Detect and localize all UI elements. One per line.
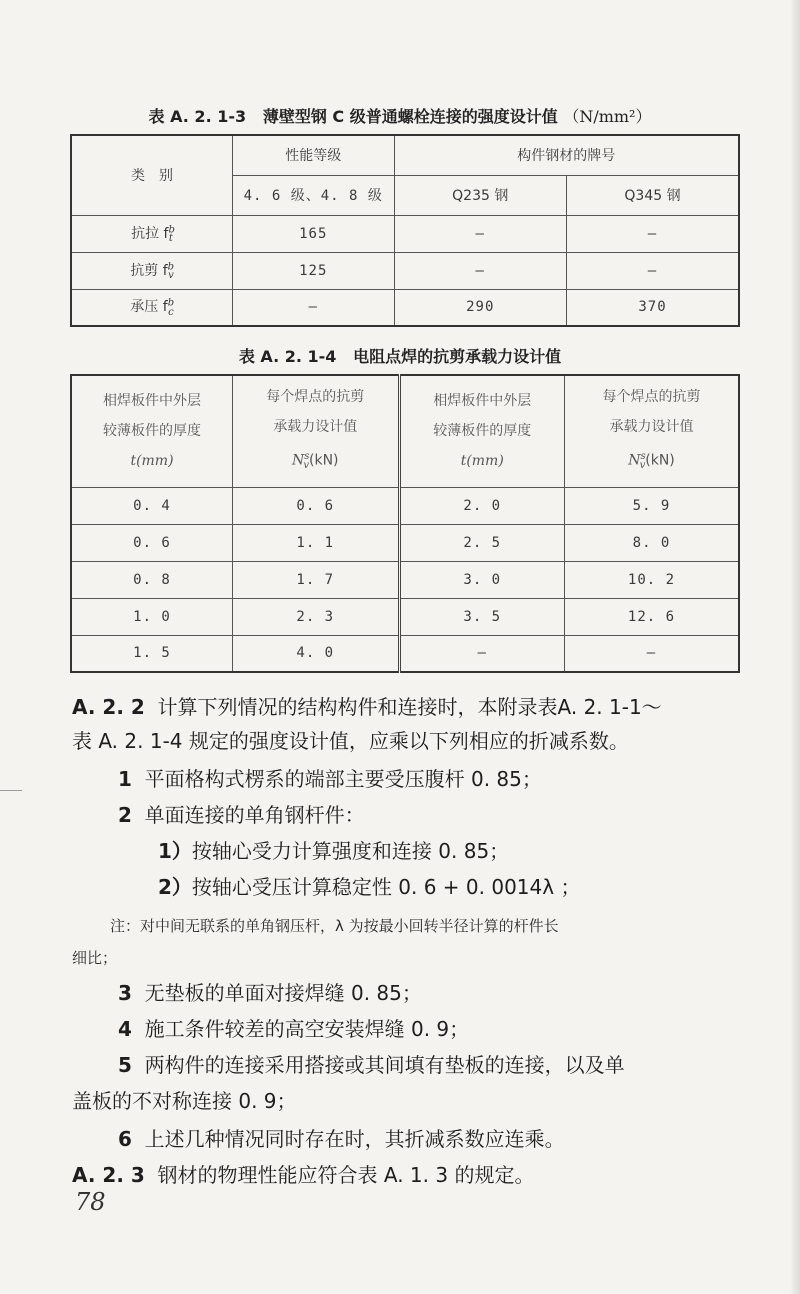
table1-cell: 370 <box>566 289 739 326</box>
table2-cell: 1. 0 <box>71 598 233 635</box>
table2-cell: — <box>565 635 740 672</box>
clause-item-2: 2 单面连接的单角钢杆件： <box>118 803 365 827</box>
table1-header-category: 类 别 <box>71 135 233 215</box>
table1-header-steel-brand: 构件钢材的牌号 <box>394 135 739 175</box>
table1-cell: 290 <box>394 289 566 326</box>
table1-cell: 165 <box>233 215 395 252</box>
table2-cell: 2. 5 <box>399 524 565 561</box>
table2-header-thickness-2: 相焊板件中外层 较薄板件的厚度 t(mm) <box>399 375 565 487</box>
table2-header-capacity: 每个焊点的抗剪 承载力设计值 $N^s_v(kN)$ <box>233 375 400 487</box>
scan-edge-shade <box>790 0 800 1294</box>
table1-row-label: 抗拉 $f^b_t$ <box>71 215 233 252</box>
table1-row <box>71 289 739 326</box>
table2-row <box>71 561 739 598</box>
table2-row <box>71 524 739 561</box>
clause-a222-line1: A. 2. 2 计算下列情况的结构构件和连接时，本附录表A. 2. 1-1～ <box>72 695 662 719</box>
clause-a223: A. 2. 3 钢材的物理性能应符合表 A. 1. 3 的规定。 <box>72 1163 535 1187</box>
table1-row <box>71 252 739 289</box>
table1 <box>70 134 740 327</box>
table2-cell: 1. 7 <box>233 561 400 598</box>
table2-caption-number: 表 A. 2. 1-4 <box>238 347 337 366</box>
table2-cell: 12. 6 <box>565 598 740 635</box>
table1-row-label: 承压 $f^b_c$ <box>71 289 233 326</box>
table2-cell: 3. 5 <box>399 598 565 635</box>
table2-caption-text: 电阻点焊的抗剪承载力设计值 <box>353 347 562 366</box>
table2-cell: 0. 6 <box>71 524 233 561</box>
table1-caption-unit: （N/mm²） <box>563 107 652 126</box>
clause-item-6: 6 上述几种情况同时存在时，其折减系数应连乘。 <box>118 1127 565 1151</box>
clause-item-4: 4 施工条件较差的高空安装焊缝 0. 9； <box>118 1017 470 1041</box>
table2-row <box>71 487 739 524</box>
clause-sub-2: 2）按轴心受压计算稳定性 0. 6 + 0. 0014λ ； <box>158 875 581 899</box>
table2-cell: 2. 3 <box>233 598 400 635</box>
table2-cell: 1. 5 <box>71 635 233 672</box>
page-number: 78 <box>75 1188 106 1216</box>
table2-header-capacity-2: 每个焊点的抗剪 承载力设计值 $N^s_v(kN)$ <box>565 375 740 487</box>
table2-cell: 1. 1 <box>233 524 400 561</box>
table1-row <box>71 215 739 252</box>
table2-cell: 5. 9 <box>565 487 740 524</box>
clause-a222 <box>72 690 752 758</box>
clause-item-5-cont: 盖板的不对称连接 0. 9； <box>72 1089 297 1113</box>
clause-item-1: 1 平面格构式楞系的端部主要受压腹杆 0. 85； <box>118 767 542 791</box>
table1-cell: — <box>394 215 566 252</box>
table2-cell: 2. 0 <box>399 487 565 524</box>
table1-cell: — <box>233 289 395 326</box>
table1-header-q345: Q345 钢 <box>566 175 739 215</box>
clause-note-line1: 注：对中间无联系的单角钢压杆，λ 为按最小回转半径计算的杆件长 <box>110 917 559 935</box>
table1-header-grade-values: 4. 6 级、4. 8 级 <box>233 175 395 215</box>
scan-margin-mark <box>0 790 22 791</box>
table2-caption <box>0 344 800 367</box>
table1-header-q235: Q235 钢 <box>394 175 566 215</box>
clause-item-5: 5 两构件的连接采用搭接或其间填有垫板的连接，以及单 <box>118 1053 625 1077</box>
clause-sub-1: 1）按轴心受力计算强度和连接 0. 85； <box>158 839 510 863</box>
clause-a222-line2: 表 A. 2. 1-4 规定的强度设计值，应乘以下列相应的折减系数。 <box>72 729 629 753</box>
table1-caption <box>0 104 800 127</box>
table2-cell: — <box>399 635 565 672</box>
table2-cell: 0. 6 <box>233 487 400 524</box>
table1-cell: — <box>566 215 739 252</box>
table2-row <box>71 635 739 672</box>
table2-cell: 4. 0 <box>233 635 400 672</box>
table1-caption-number: 表 A. 2. 1-3 <box>148 107 247 126</box>
clause-item-3: 3 无垫板的单面对接焊缝 0. 85； <box>118 981 422 1005</box>
table1-header-perf-grade: 性能等级 <box>233 135 395 175</box>
table2-header-thickness: 相焊板件中外层 较薄板件的厚度 t(mm) <box>71 375 233 487</box>
table1-cell: — <box>394 252 566 289</box>
table1-caption-text: 薄壁型钢 C 级普通螺栓连接的强度设计值 <box>262 107 558 126</box>
table2-cell: 10. 2 <box>565 561 740 598</box>
table2-cell: 0. 8 <box>71 561 233 598</box>
table1-cell: 125 <box>233 252 395 289</box>
table2-cell: 8. 0 <box>565 524 740 561</box>
clause-note-line2: 细比； <box>72 949 118 967</box>
table1-row-label: 抗剪 $f^b_v$ <box>71 252 233 289</box>
table2 <box>70 374 740 673</box>
table2-row <box>71 598 739 635</box>
table2-cell: 3. 0 <box>399 561 565 598</box>
table2-cell: 0. 4 <box>71 487 233 524</box>
table1-cell: — <box>566 252 739 289</box>
